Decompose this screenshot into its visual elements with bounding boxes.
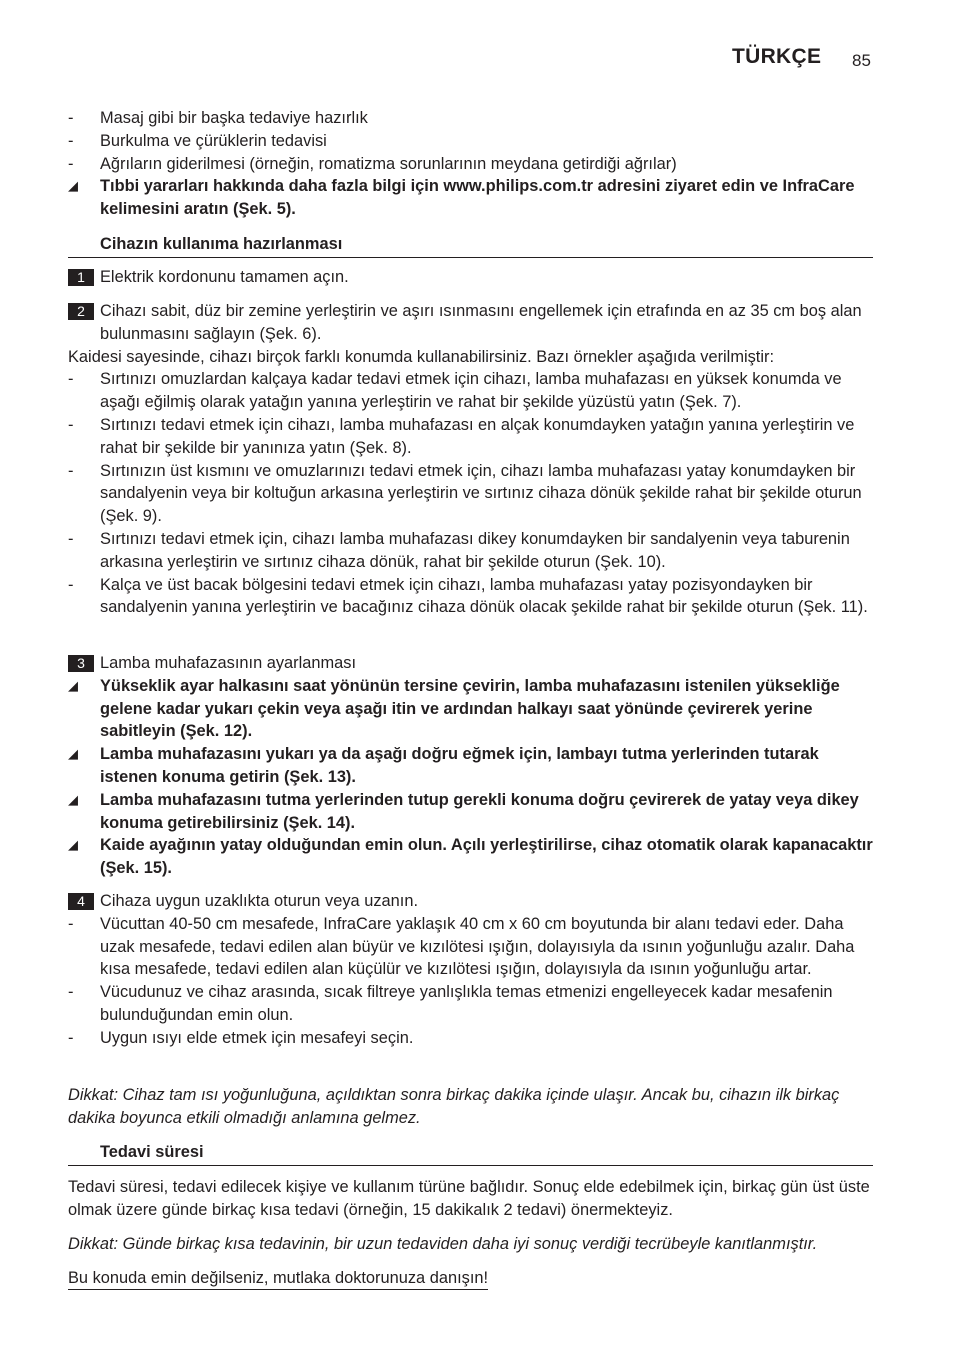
dash-marker: - [68,461,74,480]
bullet-item: ◢ Lamba muhafazasını tutma yerlerinden tutup gerekli konuma doğru çevirerek de yatay veya dikey konuma getirebilirsiniz (Şek. 14). [68,790,859,832]
triangle-bullet-icon: ◢ [68,837,78,853]
step-number-badge: 1 [68,269,94,286]
triangle-bullet-icon: ◢ [68,178,78,194]
list-item: - Kalça ve üst bacak bölgesini tedavi etmek için cihazı, lamba muhafazası yatay pozisyondayken bir sandalyenin yanına yerleştirin ve bacağınız cihaza dönük olacak şekilde rahat bir şekilde oturun (Şek. 11). [68,575,868,617]
list-item: - Sırtınızı tedavi etmek için cihazı, lamba muhafazası en alçak konumdayken yatağın yanına yerleştirin ve rahat bir şekilde bir yanınıza yatın (Şek. 8). [68,415,855,457]
treatment-time-text: Tedavi süresi, tedavi edilecek kişiye ve kullanım türüne bağlıdır. Sonuç elde edebilmek için, birkaç gün üst üste olmak üzere günde birkaç kısa tedavi (örneğin, 15 dakikalık 2 tedavi) önermekteyiz. [68,1178,870,1219]
step-1: 1 Elektrik kordonunu tamamen açın. [68,266,873,289]
list-item: - Sırtınızı omuzlardan kalçaya kadar tedavi etmek için cihazı, lamba muhafazası en yüksek konumda ve aşağı eğilmiş olarak yatağın yanına yerleştirin ve rahat bir şekilde yüzüstü yatın (Şek. 7). [68,370,842,412]
caution-note: Dikkat: Günde birkaç kısa tedavinin, bir uzun tedaviden daha iyi sonuç verdiği tecrübeyle kanıtlanmıştır. [68,1235,818,1253]
dash-marker: - [68,914,74,933]
step-number-badge: 2 [68,303,94,320]
step-number-badge: 4 [68,893,94,910]
list-item: - Vücudunuz ve cihaz arasında, sıcak filtreye yanlışlıkla temas etmenizi engelleyecek kadar mesafenin bulunduğundan emin olun. [68,983,833,1024]
page-number: 85 [852,51,871,70]
bullet-item: ◢ Tıbbi yararları hakkında daha fazla bilgi için www.philips.com.tr adresini ziyaret edin ve InfraCare kelimesini aratın (Şek. 5). [68,177,855,219]
step-number-badge: 3 [68,655,94,672]
list-item: - Ağrıların giderilmesi (örneğin, romatizma sorunlarının meydana getirdiği ağrılar) [68,153,873,176]
triangle-bullet-icon: ◢ [68,677,78,693]
step-4: 4 Cihaza uygun uzaklıkta oturun veya uzanın. - Vücuttan 40-50 cm mesafede, InfraCare yaklaşık 40 cm x 60 cm boyutunda bir alanı tedavi eder. Daha uzak mesafede, tedavi edilen alan büyür ve kızılötesi ışığın, dolayısıyla da ısının yoğunluğu azalır. Daha kısa mesafede, tedavi edilen alan küçülür ve kızılötesi ışığın, dolayısıyla da ısının yoğunluğu artar. - Vücudunuz ve cihaz arasında, sıcak filtreye yanlışlıkla temas etmenizi engelleyecek kadar mesafenin bulunduğundan emin olun. - Uygun ısıyı elde etmek için mesafeyi seçin. [68,890,873,1050]
dash-marker: - [68,575,74,594]
dash-marker: - [68,370,74,389]
list-item: - Vücuttan 40-50 cm mesafede, InfraCare yaklaşık 40 cm x 60 cm boyutunda bir alanı tedavi eder. Daha uzak mesafede, tedavi edilen alan büyür ve kızılötesi ışığın, dolayısıyla da ısının yoğunluğu azalır. Daha kısa mesafede, tedavi edilen alan küçülür ve kızılötesi ışığın, dolayısıyla da ısının yoğunluğu artar. [68,914,855,979]
bullet-item: ◢ Lamba muhafazasını yukarı ya da aşağı doğru eğmek için, lambayı tutma yerlerinden tutarak istenen konuma getirin (Şek. 13). [68,745,819,786]
triangle-bullet-icon: ◢ [68,746,78,762]
dash-marker: - [68,109,74,127]
step-3: 3 Lamba muhafazasının ayarlanması ◢ Yükseklik ayar halkasını saat yönünün tersine çevirin, lamba muhafazasını istenilen yüksekliğe gelene kadar yukarı çekin veya aşağı itin ve ardından halkayı saat yönünde çevirerek yerine sabitleyin (Şek. 12). ◢ Lamba muhafazasını yukarı ya da aşağı doğru eğmek için, lambayı tutma yerlerinden tutarak istenen konuma getirin (Şek. 13). ◢ Lamba muhafazasını tutma yerlerinden tutup gerekli konuma doğru çevirerek de yatay veya dikey konuma getirebilirsiniz (Şek. 14). ◢ Kaide ayağının yatay olduğundan emin olun. Açılı yerleştirilirse, cihaz otomatik olarak kapanacaktır (Şek. 15). [68,652,873,880]
bullet-item: ◢ Kaide ayağının yatay olduğundan emin olun. Açılı yerleştirilirse, cihaz otomatik olarak kapanacaktır (Şek. 15). [68,836,873,878]
dash-marker: - [68,415,74,434]
section-heading: Tedavi süresi [68,1141,873,1166]
section-heading: Cihazın kullanıma hazırlanması [68,233,873,258]
caution-note: Dikkat: Cihaz tam ısı yoğunluğuna, açıldıktan sonra birkaç dakika içinde ulaşır. Ancak bu, cihazın ilk birkaç dakika boyunca etkili olmadığı anlamına gelmez. [68,1086,840,1127]
language-label: TÜRKÇE [732,45,822,68]
list-item: - Sırtınızı tedavi etmek için, cihazı lamba muhafazası dikey konumdayken bir sandalyenin veya taburenin arkasına yerleştirin ve sırtınız cihaza dönük, rahat bir şekilde oturun (Şek. 10). [68,529,850,571]
intro-list [68,107,873,221]
dash-marker: - [68,154,74,173]
list-item: - Burkulma ve çürüklerin tedavisi [68,130,873,153]
bullet-item: ◢ Yükseklik ayar halkasını saat yönünün tersine çevirin, lamba muhafazasını istenilen yüksekliğe gelene kadar yukarı çekin veya aşağı itin ve ardından halkayı saat yönünde çevirerek yerine sabitleyin (Şek. 12). [68,676,840,741]
dash-marker: - [68,529,74,548]
dash-marker: - [68,1028,74,1047]
dash-marker: - [68,983,74,1002]
list-item: - Uygun ısıyı elde etmek için mesafeyi seçin. [68,1027,873,1050]
list-item: - Sırtınızın üst kısmını ve omuzlarınızı tedavi etmek için, cihazı lamba muhafazası yatay konumdayken bir sandalyenin veya bir koltuğun arkasına yerleştirin ve sırtınız cihaza dönük şekilde rahat bir şekilde oturun (Şek. 9). [68,461,862,526]
triangle-bullet-icon: ◢ [68,791,78,807]
doctor-warning: Bu konuda emin değilseniz, mutlaka doktorunuza danışın! [68,1267,873,1290]
list-item: - Masaj gibi bir başka tedaviye hazırlık [68,107,873,130]
step-note: Kaidesi sayesinde, cihazı birçok farklı konumda kullanabilirsiniz. Bazı örnekler aşağıda verilmiştir: [68,347,775,366]
step-2: 2 Cihazı sabit, düz bir zemine yerleştirin ve aşırı ısınmasını engellemek için etrafında en az 35 cm boş alan bulunmasını sağlayın (Şek. 6). Kaidesi sayesinde, cihazı birçok farklı konumda kullanabilirsiniz. Bazı örnekler aşağıda verilmiştir: - Sırtınızı omuzlardan kalçaya kadar tedavi etmek için cihazı, lamba muhafazası en yüksek konumda ve aşağı eğilmiş olarak yatağın yanına yerleştirin ve rahat bir şekilde yüzüstü yatın (Şek. 7). - Sırtınızı tedavi etmek için cihazı, lamba muhafazası en alçak konumdayken yatağın yanına yerleştirin ve rahat bir şekilde bir yanınıza yatın (Şek. 8). - Sırtınızın üst kısmını ve omuzlarınızı tedavi etmek için, cihazı lamba muhafazası yatay konumdayken bir sandalyenin veya bir koltuğun arkasına yerleştirin ve sırtınız cihaza dönük şekilde rahat bir şekilde oturun (Şek. 9). - Sırtınızı tedavi etmek için, cihazı lamba muhafazası dikey konumdayken bir sandalyenin veya taburenin arkasına yerleştirin ve sırtınız cihaza dönük, rahat bir şekilde oturun (Şek. 10). - Kalça ve üst bacak bölgesini tedavi etmek için cihazı, lamba muhafazası yatay pozisyondayken bir sandalyenin yanına yerleştirin ve bacağınız cihaza dönük olacak şekilde rahat bir şekilde oturun (Şek. 11). [68,300,873,619]
dash-marker: - [68,131,74,150]
